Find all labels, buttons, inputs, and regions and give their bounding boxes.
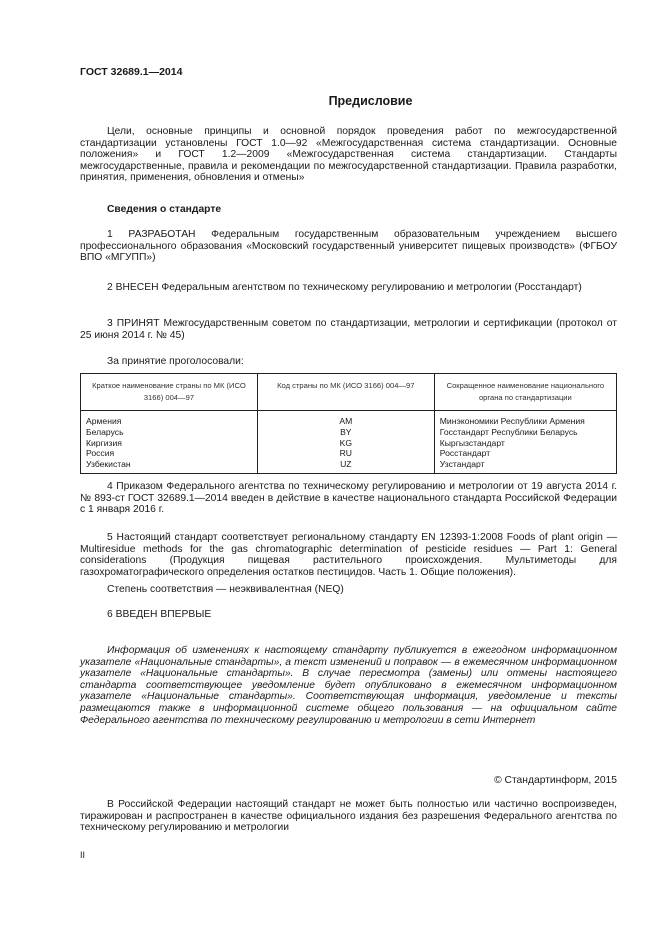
page-number: II [80, 850, 86, 860]
item-5: 5 Настоящий стандарт соответствует региональному стандарту EN 12393-1:2008 Foods of plant origin — Multiresidue methods for the gas chromatographic determination of pesticide residues — Part 1: General considerations (Продукция пищевая растительного происхождения. Мультиметоды для газохроматографического определения остатков пестицидов. Часть 1. Общие положения). [80, 532, 617, 578]
item-4: 4 Приказом Федерального агентства по техническому регулированию и метрологии от 19 августа 2014 г. № 893-ст ГОСТ 32689.1—2014 введен в действие в качестве национального стандарта Российской Федерации с 1 января 2016 г. [80, 481, 617, 516]
header-body: Сокращенное наименование национального органа по стандартизации [434, 374, 616, 411]
copyright: © Стандартинформ, 2015 [494, 775, 617, 786]
voted-label: За принятие проголосовали: [107, 356, 244, 367]
page-title: Предисловие [328, 94, 413, 108]
item-2: 2 ВНЕСЕН Федеральным агентством по техническому регулированию и метрологии (Росстандарт) [107, 282, 582, 293]
degree-text: Степень соответствия — неэквивалентная (NEQ) [107, 584, 344, 595]
item-1: 1 РАЗРАБОТАН Федеральным государственным образовательным учреждением высшего профессионального образования «Московский государственный университет пищевых производств» (ФГБОУ ВПО «МГУПП») [80, 229, 617, 264]
country-cell: Армения Беларусь Киргизия Россия Узбекистан [81, 411, 258, 474]
body-cell: Минэкономики Республики Армения Госстандарт Республики Беларусь Кыргызстандарт Росстандарт Узстандарт [434, 411, 616, 474]
item-3: 3 ПРИНЯТ Межгосударственным советом по стандартизации, метрологии и сертификации (протокол от 25 июня 2014 г. № 45) [80, 318, 617, 341]
code-cell: AM BY KG RU UZ [257, 411, 434, 474]
notice-paragraph: Информация об изменениях к настоящему стандарту публикуется в ежегодном информационном указателе «Национальные стандарты», а текст изменений и поправок — в ежемесячном информационном указателе «Национальные стандарты». В случае пересмотра (замены) или отмены настоящего стандарта соответствующее уведомление будет опубликовано в ежемесячном информационном указателе «Национальные стандарты». Соответствующая информация, уведомление и тексты размещаются также в информационной системе общего пользования — на официальном сайте Федерального агентства по техническому регулированию и метрологии в сети Интернет [80, 645, 617, 726]
header-code: Код страны по МК (ИСО 3166) 004—97 [257, 374, 434, 411]
standard-number-header: ГОСТ 32689.1—2014 [80, 66, 183, 78]
rights-paragraph: В Российской Федерации настоящий стандарт не может быть полностью или частично воспроизведен, тиражирован и распространен в качестве официального издания без разрешения Федерального агентства по техническому регулированию и метрологии [80, 799, 617, 834]
info-heading: Сведения о стандарте [107, 204, 222, 215]
intro-paragraph: Цели, основные принципы и основной порядок проведения работ по межгосударственной стандартизации установлены ГОСТ 1.0—92 «Межгосударственная система стандартизации. Основные положения» и ГОСТ 1.2—2009 «Межгосударственная система стандартизации. Стандарты межгосударственные, правила и рекомендации по межгосударственной стандартизации. Правила разработки, принятия, применения, обновления и отмены» [80, 126, 617, 184]
item-6: 6 ВВЕДЕН ВПЕРВЫЕ [107, 609, 212, 620]
voting-table [80, 373, 617, 474]
header-country: Краткое наименование страны по МК (ИСО 3166) 004—97 [81, 374, 258, 411]
